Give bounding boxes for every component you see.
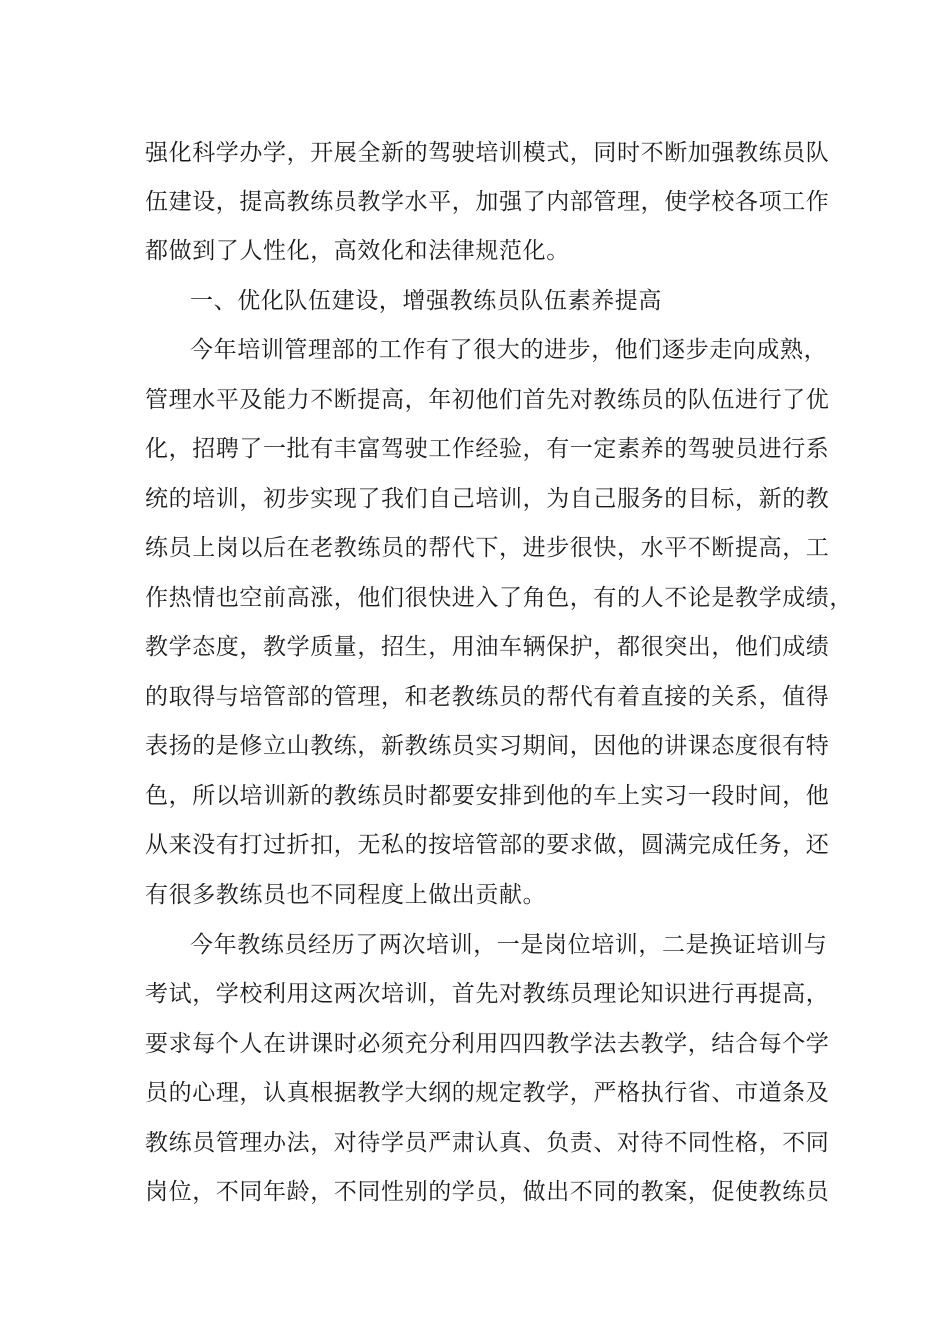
paragraph-3-line-4: 员的心理，认真根据教学大纲的规定教学，严格执行省、市道条及 xyxy=(145,1080,830,1106)
paragraph-2-line-6: 作热情也空前高涨，他们很快进入了角色，有的人不论是教学成绩， xyxy=(145,585,853,611)
paragraph-3-line-5: 教练员管理办法，对待学员严肃认真、负责、对待不同性格，不同 xyxy=(145,1130,830,1156)
paragraph-2-line-12: 有很多教练员也不同程度上做出贡献。 xyxy=(145,882,547,908)
paragraph-3-line-3: 要求每个人在讲课时必须充分利用四四教学法去教学，结合每个学 xyxy=(145,1031,830,1057)
paragraph-2-line-11: 从来没有打过折扣，无私的按培管部的要求做，圆满完成任务，还 xyxy=(145,832,830,858)
section-heading: 一、优化队伍建设，增强教练员队伍素养提高 xyxy=(190,288,662,314)
paragraph-3-line-2: 考试，学校利用这两次培训，首先对教练员理论知识进行再提高， xyxy=(145,981,830,1007)
paragraph-2-line-9: 表扬的是修立山教练，新教练员实习期间，因他的讲课态度很有特 xyxy=(145,733,830,759)
paragraph-3-line-6: 岗位，不同年龄，不同性别的学员，做出不同的教案，促使教练员 xyxy=(145,1179,830,1205)
paragraph-2-line-5: 练员上岗以后在老教练员的帮代下，进步很快，水平不断提高，工 xyxy=(145,535,830,561)
paragraph-2-line-3: 化，招聘了一批有丰富驾驶工作经验，有一定素养的驾驶员进行系 xyxy=(145,436,830,462)
paragraph-3-line-1: 今年教练员经历了两次培训，一是岗位培训，二是换证培训与 xyxy=(190,932,828,958)
paragraph-2-line-7: 教学态度，教学质量，招生，用油车辆保护，都很突出，他们成绩 xyxy=(145,634,830,660)
paragraph-2-line-2: 管理水平及能力不断提高，年初他们首先对教练员的队伍进行了优 xyxy=(145,387,830,413)
paragraph-1-line-3: 都做到了人性化，高效化和法律规范化。 xyxy=(145,238,570,264)
paragraph-2-line-10: 色，所以培训新的教练员时都要安排到他的车上实习一段时间，他 xyxy=(145,783,830,809)
paragraph-2-line-1: 今年培训管理部的工作有了很大的进步，他们逐步走向成熟， xyxy=(190,337,828,363)
paragraph-2-line-8: 的取得与培管部的管理，和老教练员的帮代有着直接的关系，值得 xyxy=(145,684,830,710)
paragraph-2-line-4: 统的培训，初步实现了我们自己培训，为自己服务的目标，新的教 xyxy=(145,486,830,512)
paragraph-1-line-1: 强化科学办学，开展全新的驾驶培训模式，同时不断加强教练员队 xyxy=(145,140,830,166)
paragraph-1-line-2: 伍建设，提高教练员教学水平，加强了内部管理，使学校各项工作 xyxy=(145,189,830,215)
